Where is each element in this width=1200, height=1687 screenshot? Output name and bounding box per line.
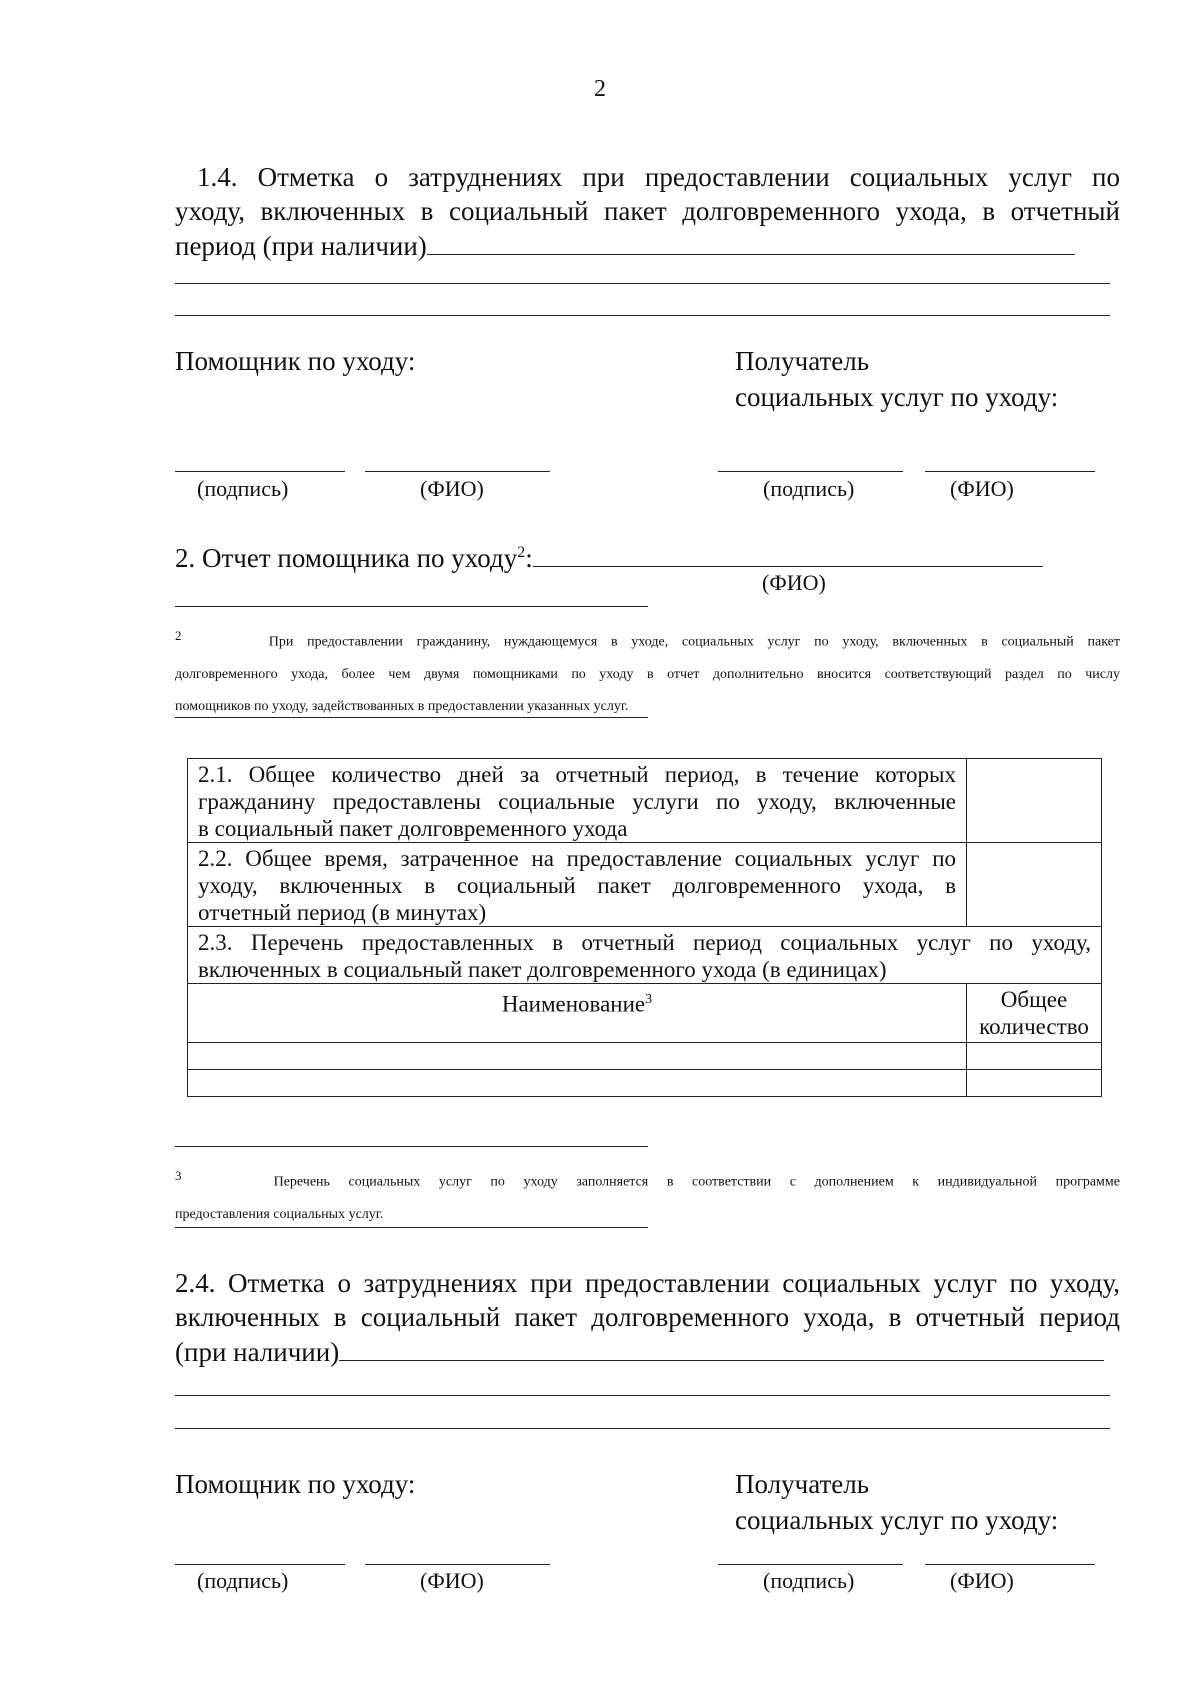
report-table [187,758,1102,1097]
signature-line [175,1564,345,1565]
section-2-4-line-2: включенных в социальный пакет долговременного ухода, в отчетный период [175,1302,1120,1332]
footnote-3-line-2: предоставления социальных услуг. [175,1206,384,1222]
column-header-total-line-2: количество [979,1014,1089,1039]
recipient-label [735,344,1058,414]
signature-caption: (подпись) [197,476,289,501]
row-2-2-line-3: отчетный период (в минутах) [198,900,487,925]
helper-label: Помощник по уходу: [175,1469,416,1499]
signature-line [718,1564,903,1565]
signature-line [718,471,903,472]
section-2-4-line-3 [175,1334,1120,1369]
column-header-total-line-1: Общее [1000,987,1068,1012]
signature-line [175,471,345,472]
row-2-1-line-1: 2.1. Общее количество дней за отчетный период, в течение которых [198,762,956,787]
fill-line [175,283,1110,284]
name-caption: (ФИО) [950,476,1014,501]
footnote-3-line-1-text: Перечень социальных услуг по уходу заполняется в соответствии с дополнением к индивидуальной программе [273,1174,1120,1190]
row-2-3-line-1: 2.3. Перечень предоставленных в отчетный период социальных услуг по уходу, [198,930,1091,955]
footnote-separator [175,1227,648,1228]
row-2-3-line-2: включенных в социальный пакет долговременного ухода (в единицах) [198,957,887,982]
footnote-2-line-3: помощников по уходу, задействованных в предоставлении указанных услуг. [175,698,629,714]
page-number: 2 [594,76,606,102]
footnote-3-line-1 [175,1160,1120,1199]
section-2-4-line-3-text: (при наличии) [175,1337,340,1367]
footnote-3-indent [175,1160,255,1199]
section-1-4-line-3 [175,228,1120,263]
table-row [188,1043,1102,1070]
row-2-2-label [188,843,967,927]
recipient-label-line-1: Получатель [735,346,870,376]
column-header-name [188,984,967,1043]
footnote-separator [175,1146,648,1147]
signature-caption: (подпись) [763,476,855,501]
recipient-label-line-2: социальных услуг по уходу: [735,1505,1059,1535]
section-1-4-line-2: уходу, включенных в социальный пакет долговременного ухода, в отчетный [175,196,1120,226]
name-line [365,1564,550,1565]
footnote-2-indent [175,620,255,659]
section-1-4-line-1: 1.4. Отметка о затруднениях при предоставлении социальных услуг по [197,162,1120,192]
fill-line [533,540,1043,567]
footnote-2-line-1-text: При предоставлении гражданину, нуждающемуся в уходе, социальных услуг по уходу, включенных в социальный пакет [268,634,1120,650]
fill-line [175,1428,1110,1429]
section-2-heading-colon: : [525,543,533,573]
section-2-heading [175,536,1115,575]
recipient-label [735,1467,1058,1537]
section-1-4 [175,160,1120,263]
footnote-2-line-2: долговременного ухода, более чем двумя помощниками по уходу в отчет дополнительно вносится соответствующий раздел по числу [175,666,1120,682]
helper-label: Помощник по уходу: [175,346,416,376]
row-2-3-label [188,927,1102,984]
row-2-1-value-cell[interactable] [967,759,1102,843]
footnote-3-mark: 3 [175,1168,182,1183]
fio-caption: (ФИО) [762,570,826,595]
signature-caption: (подпись) [197,1568,289,1593]
table-row [188,927,1102,984]
row-2-2-value-cell[interactable] [967,843,1102,927]
row-2-1-line-2: гражданину предоставлены социальные услуги по уходу, включенные [198,789,956,814]
section-2-4 [175,1266,1120,1369]
row-2-1-line-3: в социальный пакет долговременного ухода [198,816,628,841]
table-row [188,843,1102,927]
column-header-name-text: Наименование [501,991,646,1017]
footnote-3 [175,1160,1120,1231]
name-caption: (ФИО) [420,1568,484,1593]
column-header-total [967,984,1102,1043]
recipient-label-line-1: Получатель [735,1469,870,1499]
section-1-4-line-3-text: период (при наличии) [175,231,427,261]
name-line [925,1564,1095,1565]
table-row [188,1070,1102,1097]
name-line [365,471,550,472]
service-total-cell[interactable] [967,1070,1102,1097]
footnote-2-line-1 [175,620,1120,659]
fill-line [175,315,1110,316]
fill-line [175,606,648,607]
recipient-label-line-2: социальных услуг по уходу: [735,382,1059,412]
row-2-2-line-1: 2.2. Общее время, затраченное на предоставление социальных услуг по [198,846,956,871]
fill-line [339,1334,1104,1361]
service-name-cell[interactable] [188,1070,967,1097]
service-total-cell[interactable] [967,1043,1102,1070]
name-caption: (ФИО) [950,1568,1014,1593]
signature-caption: (подпись) [763,1568,855,1593]
table-header-row [188,984,1102,1043]
section-2-heading-text: 2. Отчет помощника по уходу [175,543,518,573]
footnote-separator [175,717,648,718]
row-2-1-label [188,759,967,843]
row-2-2-line-2: уходу, включенных в социальный пакет долговременного ухода, в [198,873,956,898]
footnote-2 [175,620,1120,723]
footnote-2-mark: 2 [175,628,182,643]
service-name-cell[interactable] [188,1043,967,1070]
fill-line [175,1395,1110,1396]
footnote-ref-2: 2 [517,544,526,561]
name-caption: (ФИО) [420,476,484,501]
footnote-ref-3: 3 [645,992,653,1007]
fill-line [427,228,1075,255]
section-2-4-line-1: 2.4. Отметка о затруднениях при предоставлении социальных услуг по уходу, [175,1268,1120,1298]
table-row [188,759,1102,843]
name-line [925,471,1095,472]
